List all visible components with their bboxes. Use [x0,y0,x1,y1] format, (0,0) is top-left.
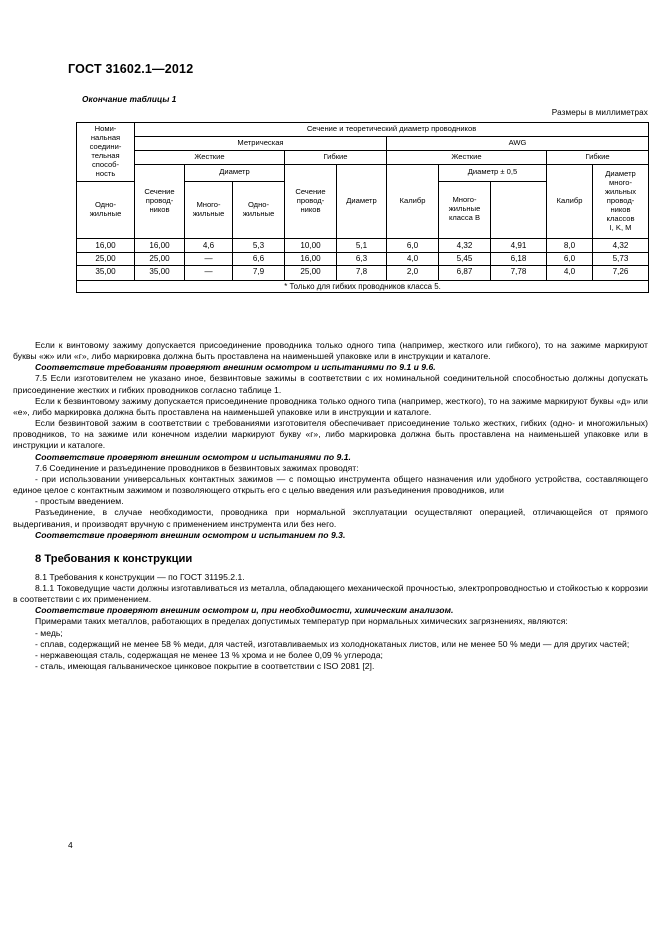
cell: 2,0 [387,266,439,280]
cell: 7,8 [337,266,387,280]
cell: 7,78 [491,266,547,280]
cell: 4,6 [185,238,233,252]
table-continuation-caption: Окончание таблицы 1 [82,95,177,104]
cell: 6,87 [439,266,491,280]
table-row [77,238,649,252]
cell: — [185,253,233,266]
cell: 6,0 [387,238,439,252]
cell: 7,9 [233,266,285,280]
header-awg-rigid-diameter-tolerance: Диаметр ± 0,5 [439,164,547,181]
header-metric-rigid-single: Одно- жильные [77,181,135,238]
table-header-row-4 [77,164,649,181]
section-heading-8: 8 Требования к конструкции [35,553,193,566]
cell: 10,00 [285,238,337,252]
cell: 4,91 [491,238,547,252]
cell: 35,00 [135,266,185,280]
header-metric-flexible: Гибкие [285,150,387,164]
cell: 5,73 [593,253,649,266]
header-metric-flex-section: Сечение провод- ников [285,164,337,238]
cell: 16,00 [285,253,337,266]
cell: 25,00 [135,253,185,266]
header-awg-flexible: Гибкие [547,150,649,164]
table-header-row-2 [77,136,649,150]
header-metric-rigid-section: Сечение провод- ников [135,164,185,238]
cell: 4,0 [547,266,593,280]
header-section-and-diameter: Сечение и теоретический диаметр проводников [135,123,649,137]
conductor-table-wrapper [76,122,648,293]
paragraph-compliance-9-3: Соответствие проверяют внешним осмотром и испытанием по 9.3. [35,529,346,540]
cell: 5,3 [233,238,285,252]
paragraph-universal-terminals: - при использовании универсальных контактных зажимов — с помощью инструмента общего назначения или удобного устройства, составляющего единое целое с контактным зажимом и позволяющего открыть его с целью введения или разъединения проводников, или [13,473,648,496]
cell: 6,0 [547,253,593,266]
table-row [77,253,649,266]
header-awg-rigid-single: Одно- жильные [233,181,285,238]
conductor-specification-table [76,122,649,293]
cell: 4,32 [439,238,491,252]
cell: — [185,266,233,280]
paragraph-7-6: 7.6 Соединение и разъединение проводников в безвинтовых зажимах проводят: [35,462,359,473]
header-awg-rigid-caliber: Калибр [387,164,439,238]
cell: 4,32 [593,238,649,252]
cell: 5,1 [337,238,387,252]
cell: 8,0 [547,238,593,252]
cell: 25,00 [77,253,135,266]
table-row [77,266,649,280]
header-metric-rigid: Жесткие [135,150,285,164]
table-header-row-1 [77,123,649,137]
table-footnote: * Только для гибких проводников класса 5. [77,280,649,292]
paragraph-disconnection: Разъединение, в случае необходимости, проводника при нормальной эксплуатации осуществляют операцией, отличающейся от прямого выдергивания, и производят вручную с применением инструмента или без него. [13,507,648,529]
paragraph-compliance-9-1-9-6: Соответствие требованиям проверяют внешним осмотром и испытаниями по 9.1 и 9.6. [35,362,436,373]
list-item-alloy: - сплав, содержащий не менее 58 % меди, для частей, изготавливаемых из холоднокатаных листов, или не менее 50 % меди — для других частей; [35,638,630,649]
paragraph-screwless-single-type: Если к безвинтовому зажиму допускается присоединение проводника только одного типа (например, жесткого), то на зажиме маркируют буквы «д» или «е», либо маркировка должна быть проставлена на наименьшей упаковке или в инструкции и каталоге. [13,395,648,417]
paragraph-screw-terminal-marking: Если к винтовому зажиму допускается присоединение проводника только одного типа (например, жесткого или гибкого), то на зажиме маркируют буквы «ж» или «г», либо маркировка должна быть проставлена на наименьшей упаковке или в инструкции и каталоге. [13,340,648,362]
paragraph-8-1-1: 8.1.1 Токоведущие части должны изготавливаться из металла, обладающего механической прочностью, электропроводностью и стойкостью к коррозии в соответствии с их применением. [13,582,648,605]
table-footnote-row [77,280,649,292]
paragraph-simple-insertion: - простым введением. [35,496,124,507]
header-awg-flex-caliber: Калибр [547,164,593,238]
paragraph-metal-examples-intro: Примерами таких металлов, работающих в пределах допустимых температур при нормальных химических загрязнениях, являются: [35,616,568,627]
header-nominal-capacity: Номи- нальная соедини- тельная способ- ность [77,123,135,182]
cell: 6,6 [233,253,285,266]
paragraph-compliance-9-1: Соответствие проверяют внешним осмотром и испытаниями по 9.1. [35,451,351,462]
cell: 16,00 [77,238,135,252]
cell: 25,00 [285,266,337,280]
cell: 35,00 [77,266,135,280]
paragraph-compliance-chemical-analysis: Соответствие проверяют внешним осмотром и, при необходимости, химическим анализом. [35,605,454,616]
cell: 4,0 [387,253,439,266]
standard-number-header: ГОСТ 31602.1—2012 [68,62,194,76]
paragraph-8-1: 8.1 Требования к конструкции — по ГОСТ 31195.2.1. [35,571,245,582]
list-item-galvanized-steel: - сталь, имеющая гальваническое цинковое покрытие в соответствии с ISO 2081 [2]. [35,661,375,672]
paragraph-screwless-manufacturer: Если безвинтовой зажим в соответствии с требованиями изготовителя обеспечивает присоединение только жестких, гибких (одно- и многожильных) проводников, то на зажиме или конечном изделии маркируют букву «г», либо маркировка должна быть проставлена на наименьшей упаковке или в инструкции и каталоге. [13,418,648,451]
cell: 16,00 [135,238,185,252]
page-number: 4 [68,840,73,850]
cell: 6,18 [491,253,547,266]
header-awg-flex-multicore-diameter: Диаметр много- жильных провод- ников классов I, K, M [593,164,649,238]
header-awg-rigid: Жесткие [387,150,547,164]
cell: 7,26 [593,266,649,280]
dimensions-note: Размеры в миллиметрах [551,108,648,117]
cell: 6,3 [337,253,387,266]
header-system-metric: Метрическая [135,136,387,150]
header-metric-rigid-diameter: Диаметр [185,164,285,181]
header-metric-flex-diameter: Диаметр [337,164,387,238]
table-head [77,123,649,239]
table-header-row-3 [77,150,649,164]
table-body [77,238,649,292]
list-item-copper: - медь; [35,627,63,638]
header-awg-rigid-multi-classb: Много- жильные класса В [439,181,491,238]
list-item-stainless-steel: - нержавеющая сталь, содержащая не менее 13 % хрома и не более 0,09 % углерода; [35,649,383,660]
cell: 5,45 [439,253,491,266]
body-text-block [13,340,648,672]
paragraph-7-5: 7.5 Если изготовителем не указано иное, безвинтовые зажимы в соответствии с их номинальной соединительной способностью должны допускать присоединение жестких и гибких проводников согласно таблице 1. [13,373,648,395]
header-system-awg: AWG [387,136,649,150]
header-metric-rigid-multi: Много- жильные [185,181,233,238]
